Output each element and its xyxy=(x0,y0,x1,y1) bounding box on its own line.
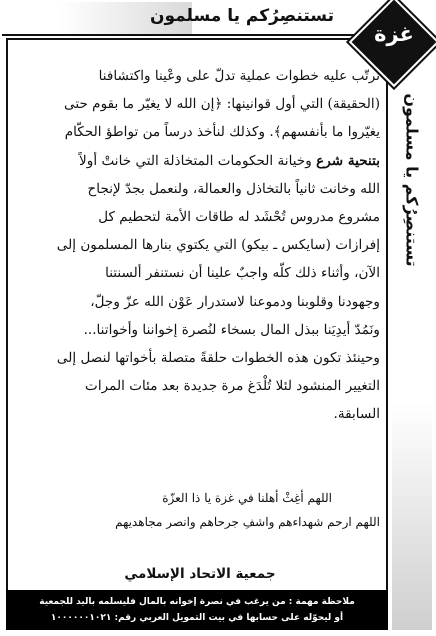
note-line: أو ليحوّله على حسابها في بيت التمويل العربي رقم: ١٠٠٠٠٠٠١٠٢١ xyxy=(50,613,344,623)
body-line: التغيير المنشود لئلا تُلْدَغ مرة جديدة بعد مئات المرات xyxy=(85,378,380,395)
brand-label: غزة xyxy=(374,22,414,46)
closing-prayer xyxy=(40,486,380,534)
body-line: نرتّب عليه خطوات عملية تدلّ على وعْينا واكتشافنا xyxy=(98,68,380,84)
bold-phrase: بتنحية شرع xyxy=(316,152,380,169)
body-line: وجهودنا وقلوبنا ودموعنا لاستدرار عَوْن الله عزّ وجلّ، xyxy=(90,293,380,310)
body-line: مشروع مدروس تُحْشَد له طاقات الأمة لتحطيم كل xyxy=(98,209,380,226)
prayer-line: اللهم ارحم شهداءهم واشفِ جرحاهم وانصر مجاهديهم xyxy=(115,515,380,529)
body-line: (الحقيقة) التي أول قوانينها: ﴿إن الله لا يغيّر ما بقوم حتى xyxy=(64,96,380,113)
organization-name: جمعية الاتحاد الإسلامي xyxy=(124,566,276,582)
body-line: ونَمُدّ أيدِيَنا ببذل المال بسخاء لنُصرة إخواننا وأخواتنا... xyxy=(83,321,380,338)
body-line: يغيّروا ما بأنفسهم﴾. وكذلك لنأخذ درساً من تواطؤ الحكّام xyxy=(64,124,380,141)
note-line: ملاحظة مهمة : من يرغب في نصرة إخوانه بالمال فليسلمه باليد للجمعية xyxy=(39,597,355,607)
body-line-text: وخيانة الحكومات المتخاذلة التي خانتْ أولاً xyxy=(79,152,312,169)
donation-note xyxy=(6,590,388,630)
prayer-line: اللهم أغِثْ أهلنا في غزة يا ذا العزّة xyxy=(162,491,332,505)
body-line: وحينئذ تكون هذه الخطوات حلقةً متصلة بأخواتها لنصل إلى xyxy=(56,350,380,367)
side-title: تستنصِرُكم يا مسلمون xyxy=(402,93,422,267)
body-line xyxy=(18,147,380,175)
body-line: إفرازات (سايكس ـ بيكو) التي يكتوي بنارها المسلمون إلى xyxy=(56,237,380,254)
body-line: الله وخانت ثانياً بالتخاذل والعمالة، ولنعمل بجدّ لإنجاح xyxy=(87,180,380,197)
article-body xyxy=(18,62,380,429)
body-line: الآن، وأثناء ذلك كلّه واجبٌ علينا أن نستنفر ألسنتنا xyxy=(105,265,380,282)
body-line: السابقة. xyxy=(333,406,380,423)
header-title: تستنصِرُكم يا مسلمون xyxy=(149,6,334,26)
